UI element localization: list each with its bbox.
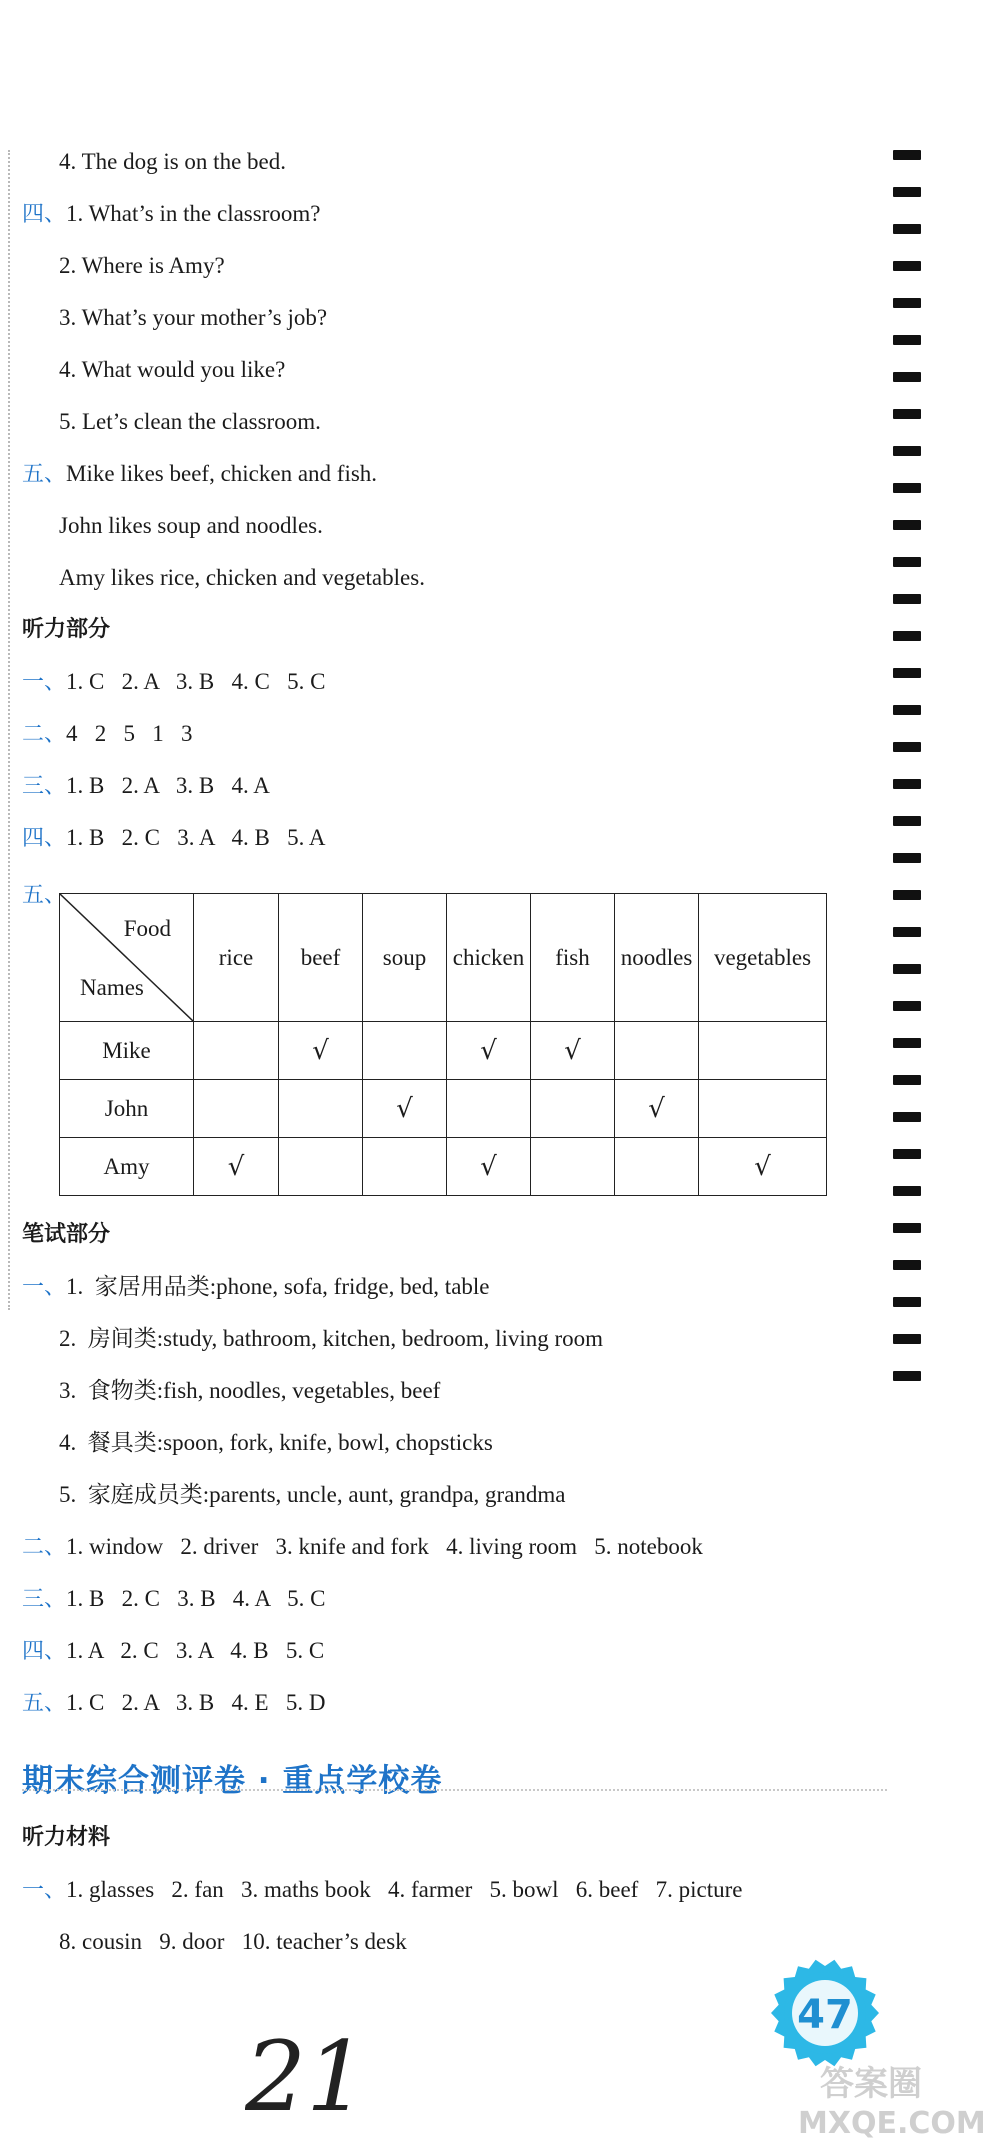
handwritten-note xyxy=(245,2025,385,2125)
table-row xyxy=(60,1022,827,1080)
binding-bar xyxy=(893,1112,921,1122)
column-header: rice xyxy=(194,894,279,1022)
answer-line: 四、1. What’s in the classroom? xyxy=(22,199,320,230)
table-cell xyxy=(615,1138,699,1196)
binding-bar xyxy=(893,890,921,900)
binding-bar xyxy=(893,1149,921,1159)
binding-bar xyxy=(893,853,921,863)
table-cell xyxy=(194,1080,279,1138)
section-label: 五、 xyxy=(22,1691,67,1716)
table-cell: √ xyxy=(615,1080,699,1138)
section-title-writing: 笔试部分 xyxy=(22,1222,111,1247)
row-name: Amy xyxy=(60,1138,194,1196)
table-row xyxy=(60,1080,827,1138)
section-label: 一、 xyxy=(22,1275,67,1300)
answer-line: 四、1. B 2. C 3. A 4. B 5. A xyxy=(22,823,325,854)
answer-line: 五、Mike likes beef, chicken and fish. xyxy=(22,459,377,490)
answer-line: Amy likes rice, chicken and vegetables. xyxy=(59,565,425,590)
column-header: fish xyxy=(531,894,615,1022)
binding-bar xyxy=(893,1260,921,1270)
binding-bar xyxy=(893,150,921,160)
answer-line: 一、1. glasses 2. fan 3. maths book 4. farmer 5. bowl 6. beef 7. picture xyxy=(22,1875,742,1906)
binding-bar xyxy=(893,298,921,308)
binding-bar xyxy=(893,1297,921,1307)
section-label: 二、 xyxy=(22,1535,67,1560)
answer-line: 4. The dog is on the bed. xyxy=(59,149,286,174)
table-cell xyxy=(447,1080,531,1138)
column-header: soup xyxy=(363,894,447,1022)
binding-bar xyxy=(893,668,921,678)
section-label: 五、 xyxy=(22,462,67,487)
food-preference-table xyxy=(59,893,827,1196)
answer-line: 三、1. B 2. C 3. B 4. A 5. C xyxy=(22,1584,325,1615)
answer-line: 3. What’s your mother’s job? xyxy=(59,305,328,330)
exam-heading: 期末综合测评卷 · 重点学校卷 xyxy=(22,1763,443,1799)
table-cell: √ xyxy=(447,1022,531,1080)
answer-line: 四、1. A 2. C 3. A 4. B 5. C xyxy=(22,1636,324,1667)
table-cell xyxy=(531,1080,615,1138)
column-header: beef xyxy=(279,894,363,1022)
heading-divider xyxy=(22,1789,887,1791)
corner-label-food: Food xyxy=(123,916,171,941)
binding-bar xyxy=(893,187,921,197)
table-cell: √ xyxy=(699,1138,827,1196)
binding-bar xyxy=(893,1334,921,1344)
binding-bar xyxy=(893,335,921,345)
binding-bar xyxy=(893,927,921,937)
table-cell xyxy=(699,1080,827,1138)
binding-strip xyxy=(893,150,921,1408)
binding-bar xyxy=(893,557,921,567)
answer-line: 三、1. B 2. A 3. B 4. A xyxy=(22,771,270,802)
table-cell xyxy=(194,1022,279,1080)
binding-bar xyxy=(893,409,921,419)
table-row xyxy=(60,1138,827,1196)
section-label: 一、 xyxy=(22,670,67,695)
section-label: 四、 xyxy=(22,202,67,227)
table-cell xyxy=(531,1138,615,1196)
answer-line: 3. 食物类:fish, noodles, vegetables, beef xyxy=(59,1378,441,1403)
table-cell: √ xyxy=(447,1138,531,1196)
section-label: 五、 xyxy=(22,883,67,908)
table-cell xyxy=(699,1022,827,1080)
binding-bar xyxy=(893,224,921,234)
table-cell: √ xyxy=(194,1138,279,1196)
answer-line: 二、4 2 5 1 3 xyxy=(22,719,193,750)
binding-bar xyxy=(893,1186,921,1196)
column-header: vegetables xyxy=(699,894,827,1022)
page-number: 47 xyxy=(797,1992,853,2038)
binding-bar xyxy=(893,1001,921,1011)
answer-line: 一、1. 家居用品类:phone, sofa, fridge, bed, table xyxy=(22,1272,490,1303)
table-cell xyxy=(615,1022,699,1080)
table-cell xyxy=(363,1022,447,1080)
binding-bar xyxy=(893,1075,921,1085)
section-label: 三、 xyxy=(22,774,67,799)
section-label: 二、 xyxy=(22,722,67,747)
table-cell: √ xyxy=(363,1080,447,1138)
binding-bar xyxy=(893,705,921,715)
answer-line: 二、1. window 2. driver 3. knife and fork 4. living room 5. notebook xyxy=(22,1532,703,1563)
binding-bar xyxy=(893,594,921,604)
answer-line: 4. 餐具类:spoon, fork, knife, bowl, chopsticks xyxy=(59,1430,493,1455)
binding-bar xyxy=(893,1223,921,1233)
watermark-top: 答案圈 xyxy=(820,2064,922,2104)
binding-bar xyxy=(893,520,921,530)
section-title-material: 听力材料 xyxy=(22,1825,111,1850)
handwritten-number: 21 xyxy=(245,2025,368,2125)
section-label: 三、 xyxy=(22,1587,67,1612)
watermark-bottom: MXQE.COM xyxy=(798,2106,986,2140)
answer-line: 2. 房间类:study, bathroom, kitchen, bedroom, living room xyxy=(59,1326,604,1351)
corner-label-names: Names xyxy=(80,975,144,1000)
column-header: noodles xyxy=(615,894,699,1022)
row-name: John xyxy=(60,1080,194,1138)
binding-bar xyxy=(893,372,921,382)
table-cell: √ xyxy=(279,1022,363,1080)
binding-bar xyxy=(893,742,921,752)
answer-line: 4. What would you like? xyxy=(59,357,286,382)
answer-line: 五、1. C 2. A 3. B 4. E 5. D xyxy=(22,1688,325,1719)
answer-line: 8. cousin 9. door 10. teacher’s desk xyxy=(59,1929,407,1954)
table-corner-cell xyxy=(60,894,194,1022)
binding-bar xyxy=(893,779,921,789)
answer-line: 5. Let’s clean the classroom. xyxy=(59,409,321,434)
binding-bar xyxy=(893,631,921,641)
answer-line: John likes soup and noodles. xyxy=(59,513,323,538)
table-cell xyxy=(279,1138,363,1196)
table-cell: √ xyxy=(531,1022,615,1080)
section-title-listening: 听力部分 xyxy=(22,617,111,642)
section-label: 四、 xyxy=(22,826,67,851)
answer-line: 2. Where is Amy? xyxy=(59,253,225,278)
dashed-guideline xyxy=(8,150,10,1310)
table-cell xyxy=(279,1080,363,1138)
diagonal-divider xyxy=(60,894,193,1021)
section-label: 一、 xyxy=(22,1878,67,1903)
row-name: Mike xyxy=(60,1022,194,1080)
answer-line: 一、1. C 2. A 3. B 4. C 5. C xyxy=(22,667,325,698)
section-label: 四、 xyxy=(22,1639,67,1664)
watermark xyxy=(790,2055,995,2140)
binding-bar xyxy=(893,261,921,271)
binding-bar xyxy=(893,446,921,456)
column-header: chicken xyxy=(447,894,531,1022)
binding-bar xyxy=(893,964,921,974)
table-cell xyxy=(363,1138,447,1196)
binding-bar xyxy=(893,816,921,826)
binding-bar xyxy=(893,483,921,493)
answer-line: 5. 家庭成员类:parents, uncle, aunt, grandpa, grandma xyxy=(59,1482,566,1507)
binding-bar xyxy=(893,1371,921,1381)
binding-bar xyxy=(893,1038,921,1048)
